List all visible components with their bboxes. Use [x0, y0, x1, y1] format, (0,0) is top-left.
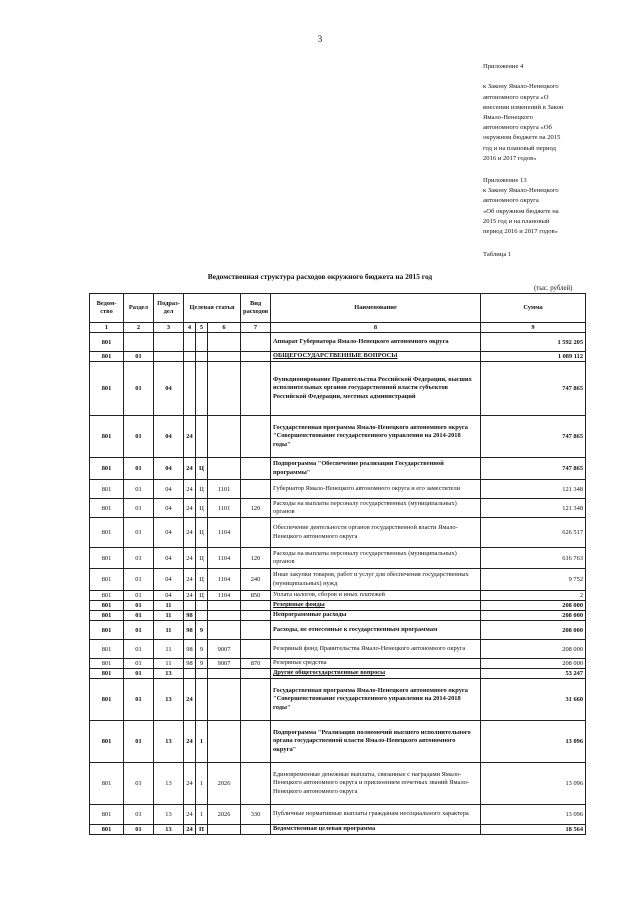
appendix-line: 2016 и 2017 годов» — [483, 154, 537, 162]
appendix-line: год и на плановый период — [483, 144, 556, 152]
cell-sum: 13 096 — [481, 805, 586, 825]
cell-target-code: 1101 — [208, 480, 241, 499]
cell-target-code: 1104 — [208, 569, 241, 591]
cell-target-code — [208, 458, 241, 480]
appendix-line: к Закону Ямало-Ненецкого — [483, 187, 559, 195]
table-row — [90, 805, 586, 825]
cell-target-subprogram: Ц — [196, 499, 208, 518]
cell-target-program: 24 — [184, 548, 196, 569]
cell-target-program: 98 — [184, 621, 196, 640]
header-dept: Ведом-ство — [90, 294, 124, 323]
cell-target-program: 24 — [184, 480, 196, 499]
header-subsection: Подраз-дел — [154, 294, 184, 323]
cell-dept: 801 — [90, 480, 124, 499]
cell-dept: 801 — [90, 763, 124, 805]
cell-sum: 208 000 — [481, 611, 586, 621]
cell-name: Губернатор Ямало-Ненецкого автономного округа и его заместители — [271, 480, 481, 499]
cell-name: Другие общегосударственные вопросы — [271, 669, 481, 679]
cell-subsection: 04 — [154, 548, 184, 569]
cell-dept: 801 — [90, 679, 124, 721]
cell-subsection: 11 — [154, 611, 184, 621]
cell-target-program: 24 — [184, 569, 196, 591]
cell-target-code: 1101 — [208, 499, 241, 518]
cell-target-subprogram: 1 — [196, 763, 208, 805]
table-row — [90, 659, 586, 669]
cell-target-code: 2026 — [208, 763, 241, 805]
cell-exp-type: 120 — [241, 548, 271, 569]
cell-dept: 801 — [90, 669, 124, 679]
cell-subsection: 04 — [154, 480, 184, 499]
cell-sum: 1 592 205 — [481, 333, 586, 352]
cell-name: Подпрограмма "Обеспечение реализации Государственной программы" — [271, 458, 481, 480]
cell-target-subprogram: 1 — [196, 721, 208, 763]
cell-section: 01 — [124, 825, 154, 835]
cell-target-program: 24 — [184, 499, 196, 518]
cell-dept: 801 — [90, 333, 124, 352]
cell-sum: 208 000 — [481, 640, 586, 659]
budget-table — [89, 293, 586, 835]
cell-target-program: 24 — [184, 721, 196, 763]
cell-section: 01 — [124, 679, 154, 721]
column-number: 3 — [154, 323, 184, 333]
cell-section: 01 — [124, 601, 154, 611]
cell-sum: 121 348 — [481, 480, 586, 499]
cell-target-subprogram: Ц — [196, 569, 208, 591]
cell-target-subprogram — [196, 333, 208, 352]
cell-section: 01 — [124, 458, 154, 480]
cell-target-code — [208, 362, 241, 416]
cell-target-subprogram — [196, 352, 208, 362]
cell-target-subprogram — [196, 611, 208, 621]
appendix-line: Ямало-Ненецкого — [483, 114, 533, 122]
cell-sum: 208 000 — [481, 621, 586, 640]
cell-subsection: 04 — [154, 416, 184, 458]
cell-dept: 801 — [90, 416, 124, 458]
cell-subsection: 11 — [154, 601, 184, 611]
cell-sum: 2 — [481, 591, 586, 601]
cell-section: 01 — [124, 416, 154, 458]
cell-subsection: 04 — [154, 458, 184, 480]
cell-target-subprogram: 9 — [196, 659, 208, 669]
cell-exp-type: 870 — [241, 659, 271, 669]
cell-target-subprogram — [196, 416, 208, 458]
cell-target-program: 98 — [184, 640, 196, 659]
cell-target-program: 98 — [184, 611, 196, 621]
cell-section: 01 — [124, 640, 154, 659]
cell-exp-type — [241, 640, 271, 659]
table-row — [90, 640, 586, 659]
table-row — [90, 591, 586, 601]
header-sum: Сумма — [481, 294, 586, 323]
header-target: Целевая статья — [184, 294, 241, 323]
cell-subsection: 13 — [154, 669, 184, 679]
cell-name: Обеспечение деятельности органов государственной власти Ямало-Ненецкого автономного округа — [271, 518, 481, 548]
cell-sum: 18 564 — [481, 825, 586, 835]
table-row — [90, 669, 586, 679]
cell-exp-type — [241, 601, 271, 611]
cell-dept: 801 — [90, 362, 124, 416]
cell-target-program — [184, 601, 196, 611]
cell-sum: 1 089 112 — [481, 352, 586, 362]
cell-name: Ведомственная целевая программа — [271, 825, 481, 835]
appendix-line: к Закону Ямало-Ненецкого — [483, 83, 559, 91]
cell-target-subprogram: Ц — [196, 480, 208, 499]
cell-exp-type — [241, 611, 271, 621]
page-number: 3 — [317, 34, 323, 44]
cell-sum: 747 865 — [481, 416, 586, 458]
cell-sum: 208 000 — [481, 601, 586, 611]
table-row — [90, 825, 586, 835]
cell-section: 01 — [124, 499, 154, 518]
table-row — [90, 548, 586, 569]
cell-exp-type: 330 — [241, 805, 271, 825]
table-row — [90, 416, 586, 458]
cell-section: 01 — [124, 352, 154, 362]
column-number: 2 — [124, 323, 154, 333]
cell-section: 01 — [124, 569, 154, 591]
table-row — [90, 352, 586, 362]
table-row — [90, 458, 586, 480]
cell-sum: 9 752 — [481, 569, 586, 591]
cell-name: Государственная программа Ямало-Ненецкого автономного округа "Совершенствование государственного управления на 2014-2018 годы" — [271, 679, 481, 721]
appendix-line: Приложение 13 — [483, 177, 527, 184]
header-exp-type: Вид расходов — [241, 294, 271, 323]
cell-section: 01 — [124, 518, 154, 548]
appendix-line: автономного округа «О — [483, 93, 549, 101]
cell-target-code: 1104 — [208, 518, 241, 548]
cell-target-code: 1104 — [208, 548, 241, 569]
cell-dept: 801 — [90, 518, 124, 548]
cell-section: 01 — [124, 591, 154, 601]
cell-dept: 801 — [90, 499, 124, 518]
cell-name: Иные закупки товаров, работ и услуг для обеспечения государственных (муниципальных) нужд — [271, 569, 481, 591]
units-label: (тыс. рублей) — [534, 285, 573, 292]
table-row — [90, 480, 586, 499]
column-number-row — [90, 323, 586, 333]
cell-dept: 801 — [90, 601, 124, 611]
cell-subsection: 11 — [154, 640, 184, 659]
header-section: Раздел — [124, 294, 154, 323]
table-row — [90, 763, 586, 805]
cell-target-subprogram: 9 — [196, 621, 208, 640]
cell-target-code — [208, 352, 241, 362]
cell-target-subprogram: Ц — [196, 518, 208, 548]
cell-target-program — [184, 362, 196, 416]
column-number: 4 — [184, 323, 196, 333]
appendix-4-block — [483, 62, 593, 164]
cell-dept: 801 — [90, 548, 124, 569]
cell-sum: 13 096 — [481, 763, 586, 805]
cell-target-program: 24 — [184, 591, 196, 601]
table-row — [90, 721, 586, 763]
cell-target-subprogram: Ц — [196, 591, 208, 601]
cell-dept: 801 — [90, 621, 124, 640]
header-row — [90, 294, 586, 323]
cell-exp-type — [241, 721, 271, 763]
cell-section: 01 — [124, 611, 154, 621]
cell-target-subprogram — [196, 601, 208, 611]
cell-name: Государственная программа Ямало-Ненецкого автономного округа "Совершенствование государственного управления на 2014-2018 годы" — [271, 416, 481, 458]
cell-subsection — [154, 333, 184, 352]
cell-name: Резервный фонд Правительства Ямало-Ненецкого автономного округа — [271, 640, 481, 659]
cell-target-subprogram: 1 — [196, 805, 208, 825]
cell-target-program: 24 — [184, 679, 196, 721]
cell-exp-type — [241, 352, 271, 362]
cell-name: ОБЩЕГОСУДАРСТВЕННЫЕ ВОПРОСЫ — [271, 352, 481, 362]
table-row — [90, 499, 586, 518]
cell-name: Аппарат Губернатора Ямало-Ненецкого автономного округа — [271, 333, 481, 352]
cell-name: Подпрограмма "Реализация полномочий высшего исполнительного органа государственной власти Ямало-Ненецкого автономного округа" — [271, 721, 481, 763]
cell-sum: 121 348 — [481, 499, 586, 518]
cell-subsection: 13 — [154, 679, 184, 721]
cell-target-program: 24 — [184, 825, 196, 835]
cell-section: 01 — [124, 362, 154, 416]
cell-name: Функционирование Правительства Российской Федерации, высших исполнительных органов государственной власти субъектов Российской Федерации, местных администраций — [271, 362, 481, 416]
appendix-line: автономного округа — [483, 197, 539, 205]
cell-dept: 801 — [90, 805, 124, 825]
appendix-line: окружном бюджете на 2015 — [483, 134, 561, 142]
cell-subsection: 04 — [154, 499, 184, 518]
cell-target-program: 24 — [184, 518, 196, 548]
cell-dept: 801 — [90, 721, 124, 763]
column-number: 7 — [241, 323, 271, 333]
cell-subsection: 04 — [154, 362, 184, 416]
cell-sum: 13 096 — [481, 721, 586, 763]
cell-name: Расходы на выплаты персоналу государственных (муниципальных) органов — [271, 548, 481, 569]
cell-target-subprogram: 9 — [196, 640, 208, 659]
column-number: 6 — [208, 323, 241, 333]
cell-target-subprogram: Ц — [196, 548, 208, 569]
cell-exp-type — [241, 763, 271, 805]
table-row — [90, 679, 586, 721]
cell-section: 01 — [124, 480, 154, 499]
cell-dept: 801 — [90, 611, 124, 621]
cell-exp-type — [241, 362, 271, 416]
appendix-line: Приложение 4 — [483, 63, 524, 70]
cell-section: 01 — [124, 669, 154, 679]
appendix-line: период 2016 и 2017 годов» — [483, 228, 558, 236]
cell-name: Резервные средства — [271, 659, 481, 669]
cell-dept: 801 — [90, 569, 124, 591]
cell-subsection: 04 — [154, 569, 184, 591]
cell-sum: 208 000 — [481, 659, 586, 669]
column-number: 5 — [196, 323, 208, 333]
cell-subsection: 04 — [154, 518, 184, 548]
column-number: 9 — [481, 323, 586, 333]
cell-section: 01 — [124, 659, 154, 669]
cell-sum: 747 865 — [481, 458, 586, 480]
cell-exp-type — [241, 333, 271, 352]
cell-target-program: 98 — [184, 659, 196, 669]
cell-sum: 53 247 — [481, 669, 586, 679]
cell-target-subprogram: П — [196, 825, 208, 835]
cell-name: Единовременные денежные выплаты, связанные с наградами Ямало-Ненецкого автономного округа и присвоением почетных званий Ямало-Ненецкого автономного округа — [271, 763, 481, 805]
table-row — [90, 518, 586, 548]
cell-target-subprogram: Ц — [196, 458, 208, 480]
table-body — [90, 333, 586, 835]
cell-section: 01 — [124, 763, 154, 805]
cell-target-code: 1104 — [208, 591, 241, 601]
cell-target-code — [208, 825, 241, 835]
cell-sum: 626 517 — [481, 518, 586, 548]
appendix-line: автономного округа «Об — [483, 124, 552, 132]
cell-target-code — [208, 611, 241, 621]
table-row — [90, 362, 586, 416]
cell-exp-type: 240 — [241, 569, 271, 591]
cell-target-program — [184, 333, 196, 352]
table-row — [90, 621, 586, 640]
cell-target-code — [208, 669, 241, 679]
cell-exp-type — [241, 458, 271, 480]
cell-exp-type — [241, 480, 271, 499]
cell-exp-type: 850 — [241, 591, 271, 601]
cell-target-code: 2026 — [208, 805, 241, 825]
table-row — [90, 601, 586, 611]
appendix-line: внесении изменений в Закон — [483, 103, 564, 111]
cell-name: Расходы на выплаты персоналу государственных (муниципальных) органов — [271, 499, 481, 518]
cell-target-subprogram — [196, 679, 208, 721]
cell-target-code — [208, 601, 241, 611]
cell-sum: 31 660 — [481, 679, 586, 721]
cell-target-code: 9007 — [208, 640, 241, 659]
cell-dept: 801 — [90, 352, 124, 362]
cell-name: Публичные нормативные выплаты гражданам несоциального характера — [271, 805, 481, 825]
cell-target-program: 24 — [184, 416, 196, 458]
cell-subsection: 13 — [154, 825, 184, 835]
cell-sum: 747 865 — [481, 362, 586, 416]
cell-subsection — [154, 352, 184, 362]
cell-subsection: 13 — [154, 763, 184, 805]
cell-name: Расходы, не отнесенные к государственным программам — [271, 621, 481, 640]
cell-section: 01 — [124, 721, 154, 763]
cell-dept: 801 — [90, 659, 124, 669]
cell-subsection: 13 — [154, 805, 184, 825]
cell-exp-type — [241, 825, 271, 835]
cell-name: Уплата налогов, сборов и иных платежей — [271, 591, 481, 601]
cell-section: 01 — [124, 621, 154, 640]
cell-exp-type: 120 — [241, 499, 271, 518]
cell-target-code — [208, 679, 241, 721]
cell-exp-type — [241, 416, 271, 458]
column-number: 1 — [90, 323, 124, 333]
cell-target-program: 24 — [184, 458, 196, 480]
cell-name: Резервные фонды — [271, 601, 481, 611]
cell-section — [124, 333, 154, 352]
cell-exp-type — [241, 669, 271, 679]
cell-subsection: 11 — [154, 659, 184, 669]
table-row — [90, 569, 586, 591]
cell-target-code — [208, 721, 241, 763]
cell-exp-type — [241, 621, 271, 640]
appendix-line: «Об окружном бюджете на — [483, 207, 559, 215]
header-name: Наименование — [271, 294, 481, 323]
cell-sum: 616 763 — [481, 548, 586, 569]
cell-exp-type — [241, 679, 271, 721]
cell-subsection: 04 — [154, 591, 184, 601]
table-row — [90, 333, 586, 352]
cell-name: Непрограммные расходы — [271, 611, 481, 621]
cell-target-subprogram — [196, 362, 208, 416]
cell-target-subprogram — [196, 669, 208, 679]
cell-target-program: 24 — [184, 763, 196, 805]
cell-dept: 801 — [90, 640, 124, 659]
cell-target-program — [184, 352, 196, 362]
cell-dept: 801 — [90, 591, 124, 601]
cell-section: 01 — [124, 805, 154, 825]
cell-dept: 801 — [90, 458, 124, 480]
cell-target-program — [184, 669, 196, 679]
cell-target-code — [208, 621, 241, 640]
appendix-13-block — [483, 176, 593, 237]
table-label: Таблица 1 — [483, 251, 512, 258]
cell-target-program: 24 — [184, 805, 196, 825]
document-title: Ведомственная структура расходов окружного бюджета на 2015 год — [207, 272, 433, 281]
cell-section: 01 — [124, 548, 154, 569]
table-row — [90, 611, 586, 621]
cell-target-code — [208, 416, 241, 458]
cell-dept: 801 — [90, 825, 124, 835]
cell-target-code: 9007 — [208, 659, 241, 669]
cell-subsection: 13 — [154, 721, 184, 763]
cell-subsection: 11 — [154, 621, 184, 640]
column-number: 8 — [271, 323, 481, 333]
cell-exp-type — [241, 518, 271, 548]
appendix-line: 2015 год и на плановый — [483, 217, 550, 225]
cell-target-code — [208, 333, 241, 352]
appendix-line — [483, 72, 593, 82]
